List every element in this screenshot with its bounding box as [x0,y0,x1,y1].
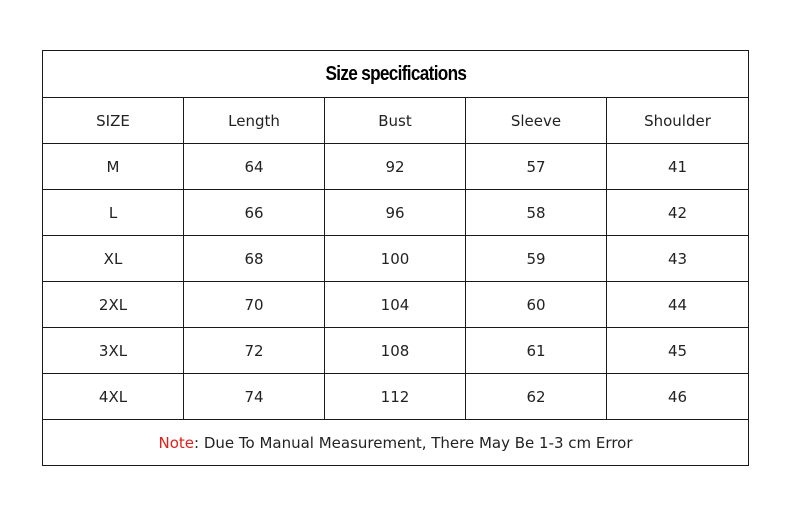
table-row [43,144,749,190]
note-text: : Due To Manual Measurement, There May Be 1-3 cm Error [194,433,633,452]
note-row [43,420,749,466]
column-header-size: SIZE [43,98,184,144]
shoulder-cell: 46 [607,374,749,420]
bust-cell: 108 [325,328,466,374]
size-cell: M [43,144,184,190]
column-header-length: Length [184,98,325,144]
sleeve-cell: 59 [466,236,607,282]
column-header-sleeve: Sleeve [466,98,607,144]
length-cell: 68 [184,236,325,282]
table-title: Size specifications [325,62,466,85]
sleeve-cell: 62 [466,374,607,420]
size-cell: 3XL [43,328,184,374]
column-header-shoulder: Shoulder [607,98,749,144]
length-cell: 72 [184,328,325,374]
size-cell: L [43,190,184,236]
shoulder-cell: 44 [607,282,749,328]
table-row [43,374,749,420]
column-header-bust: Bust [325,98,466,144]
shoulder-cell: 42 [607,190,749,236]
length-cell: 66 [184,190,325,236]
title-cell [43,51,749,98]
size-cell: 4XL [43,374,184,420]
length-cell: 64 [184,144,325,190]
size-specifications-table [42,50,749,466]
header-row [43,98,749,144]
length-cell: 70 [184,282,325,328]
shoulder-cell: 45 [607,328,749,374]
size-cell: XL [43,236,184,282]
table-row [43,328,749,374]
sleeve-cell: 57 [466,144,607,190]
sleeve-cell: 60 [466,282,607,328]
size-cell: 2XL [43,282,184,328]
sleeve-cell: 61 [466,328,607,374]
shoulder-cell: 43 [607,236,749,282]
bust-cell: 96 [325,190,466,236]
table-row [43,190,749,236]
bust-cell: 92 [325,144,466,190]
note-cell [43,420,749,466]
sleeve-cell: 58 [466,190,607,236]
title-row [43,51,749,98]
bust-cell: 104 [325,282,466,328]
note-label: Note [158,433,195,452]
table-row [43,282,749,328]
length-cell: 74 [184,374,325,420]
bust-cell: 112 [325,374,466,420]
shoulder-cell: 41 [607,144,749,190]
table-row [43,236,749,282]
bust-cell: 100 [325,236,466,282]
